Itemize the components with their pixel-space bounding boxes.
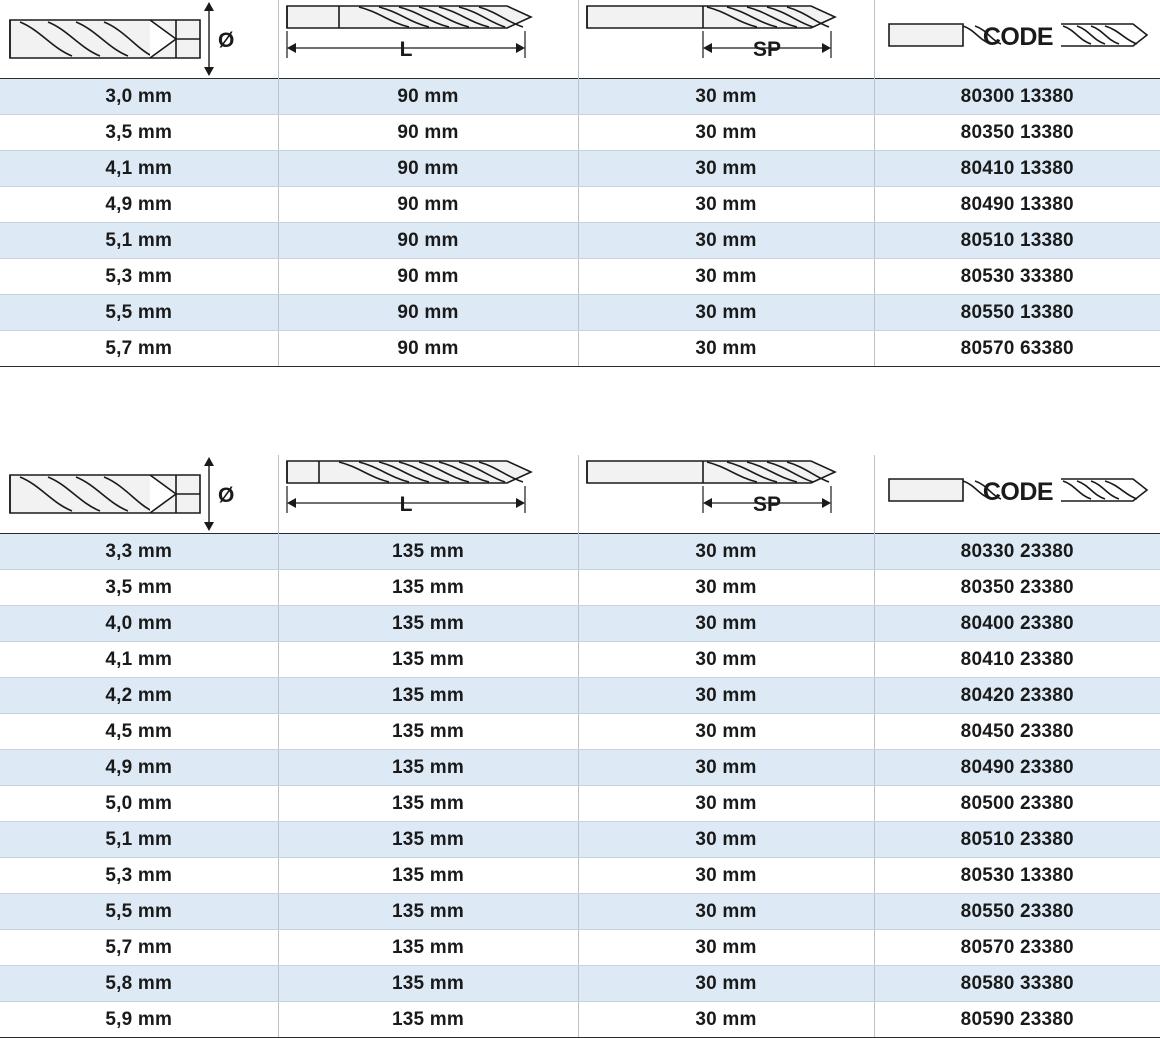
cell-length: 90 mm [278,259,578,295]
cell-flute: 30 mm [578,1002,874,1038]
cell-length: 135 mm [278,822,578,858]
cell-diameter: 3,5 mm [0,115,278,151]
cell-flute: 30 mm [578,151,874,187]
table-row [0,295,1160,331]
cell-length: 90 mm [278,331,578,367]
cell-flute: 30 mm [578,786,874,822]
cell-diameter: 5,1 mm [0,223,278,259]
cell-flute: 30 mm [578,894,874,930]
cell-diameter: 5,5 mm [0,894,278,930]
table-row [0,930,1160,966]
cell-flute: 30 mm [578,750,874,786]
header-diameter-cell [0,455,278,534]
table-row [0,570,1160,606]
cell-code: 80550 13380 [874,295,1160,331]
cell-code: 80420 23380 [874,678,1160,714]
cell-flute: 30 mm [578,966,874,1002]
header-length-label: L [399,493,412,516]
table-row [0,534,1160,570]
cell-code: 80490 23380 [874,750,1160,786]
cell-diameter: 5,3 mm [0,259,278,295]
table-row [0,894,1160,930]
cell-code: 80590 23380 [874,1002,1160,1038]
cell-length: 90 mm [278,79,578,115]
drill-code-icon [875,455,1160,533]
cell-code: 80500 23380 [874,786,1160,822]
cell-length: 135 mm [278,894,578,930]
table-row [0,822,1160,858]
table-body-135mm [0,534,1160,1038]
table-row [0,79,1160,115]
header-length-label: L [399,38,412,61]
cell-diameter: 5,3 mm [0,858,278,894]
cell-flute: 30 mm [578,714,874,750]
table-row [0,223,1160,259]
table-header-135mm [0,455,1160,534]
cell-length: 135 mm [278,534,578,570]
table-row [0,642,1160,678]
cell-flute: 30 mm [578,331,874,367]
table-row [0,750,1160,786]
header-flute-label: SP [752,493,780,516]
header-code-cell [874,455,1160,534]
cell-diameter: 4,9 mm [0,750,278,786]
cell-code: 80570 23380 [874,930,1160,966]
cell-flute: 30 mm [578,187,874,223]
cell-flute: 30 mm [578,115,874,151]
cell-code: 80530 13380 [874,858,1160,894]
header-code-cell [874,0,1160,79]
cell-diameter: 4,5 mm [0,714,278,750]
header-flute-cell [578,0,874,79]
cell-diameter: 4,9 mm [0,187,278,223]
header-length-cell [278,455,578,534]
cell-code: 80350 13380 [874,115,1160,151]
cell-flute: 30 mm [578,822,874,858]
cell-flute: 30 mm [578,858,874,894]
cell-diameter: 4,1 mm [0,642,278,678]
drill-flute-icon [579,0,875,78]
cell-diameter: 4,1 mm [0,151,278,187]
cell-diameter: 3,3 mm [0,534,278,570]
cell-length: 90 mm [278,115,578,151]
cell-flute: 30 mm [578,930,874,966]
cell-length: 135 mm [278,1002,578,1038]
cell-length: 135 mm [278,606,578,642]
cell-code: 80300 13380 [874,79,1160,115]
table-row [0,331,1160,367]
table-row [0,858,1160,894]
cell-length: 135 mm [278,678,578,714]
cell-length: 135 mm [278,750,578,786]
cell-diameter: 5,9 mm [0,1002,278,1038]
cell-code: 80510 23380 [874,822,1160,858]
cell-length: 135 mm [278,966,578,1002]
cell-diameter: 3,0 mm [0,79,278,115]
table-row [0,187,1160,223]
table-header-90mm [0,0,1160,79]
cell-flute: 30 mm [578,295,874,331]
header-length-cell [278,0,578,79]
drill-flute-icon [579,455,875,533]
cell-flute: 30 mm [578,570,874,606]
table-row [0,606,1160,642]
cell-diameter: 5,7 mm [0,930,278,966]
header-flute-label: SP [752,38,780,61]
cell-code: 80580 33380 [874,966,1160,1002]
cell-flute: 30 mm [578,259,874,295]
cell-length: 135 mm [278,930,578,966]
drill-code-icon [875,0,1160,78]
cell-code: 80570 63380 [874,331,1160,367]
cell-length: 90 mm [278,187,578,223]
cell-length: 90 mm [278,151,578,187]
cell-length: 135 mm [278,714,578,750]
cell-diameter: 5,7 mm [0,331,278,367]
cell-code: 80450 23380 [874,714,1160,750]
cell-flute: 30 mm [578,606,874,642]
cell-length: 135 mm [278,786,578,822]
cell-diameter: 3,5 mm [0,570,278,606]
header-code-label: CODE [982,478,1052,506]
drill-diameter-icon [0,0,278,78]
cell-flute: 30 mm [578,642,874,678]
drill-length-icon [279,0,579,78]
drill-diameter-icon [0,455,278,533]
cell-length: 135 mm [278,570,578,606]
drill-table-135mm [0,455,1160,1038]
cell-length: 90 mm [278,295,578,331]
table-row [0,714,1160,750]
header-diameter-label: Ø [218,484,234,507]
drill-table-90mm [0,0,1160,367]
cell-code: 80550 23380 [874,894,1160,930]
header-flute-cell [578,455,874,534]
table-row [0,786,1160,822]
cell-code: 80400 23380 [874,606,1160,642]
cell-code: 80410 13380 [874,151,1160,187]
cell-diameter: 5,0 mm [0,786,278,822]
drill-length-icon [279,455,579,533]
table-row [0,678,1160,714]
cell-flute: 30 mm [578,79,874,115]
cell-flute: 30 mm [578,678,874,714]
header-diameter-cell [0,0,278,79]
cell-length: 135 mm [278,642,578,678]
cell-code: 80530 33380 [874,259,1160,295]
cell-flute: 30 mm [578,534,874,570]
cell-diameter: 4,0 mm [0,606,278,642]
cell-code: 80490 13380 [874,187,1160,223]
table-row [0,966,1160,1002]
cell-diameter: 4,2 mm [0,678,278,714]
cell-length: 90 mm [278,223,578,259]
header-code-label: CODE [982,23,1052,51]
cell-code: 80330 23380 [874,534,1160,570]
cell-diameter: 5,1 mm [0,822,278,858]
table-body-90mm [0,79,1160,367]
table-row [0,259,1160,295]
cell-code: 80510 13380 [874,223,1160,259]
table-row [0,151,1160,187]
cell-length: 135 mm [278,858,578,894]
section-gap [0,367,1160,455]
cell-diameter: 5,5 mm [0,295,278,331]
table-row [0,1002,1160,1038]
cell-flute: 30 mm [578,223,874,259]
cell-code: 80410 23380 [874,642,1160,678]
cell-diameter: 5,8 mm [0,966,278,1002]
table-row [0,115,1160,151]
cell-code: 80350 23380 [874,570,1160,606]
header-diameter-label: Ø [218,29,234,52]
